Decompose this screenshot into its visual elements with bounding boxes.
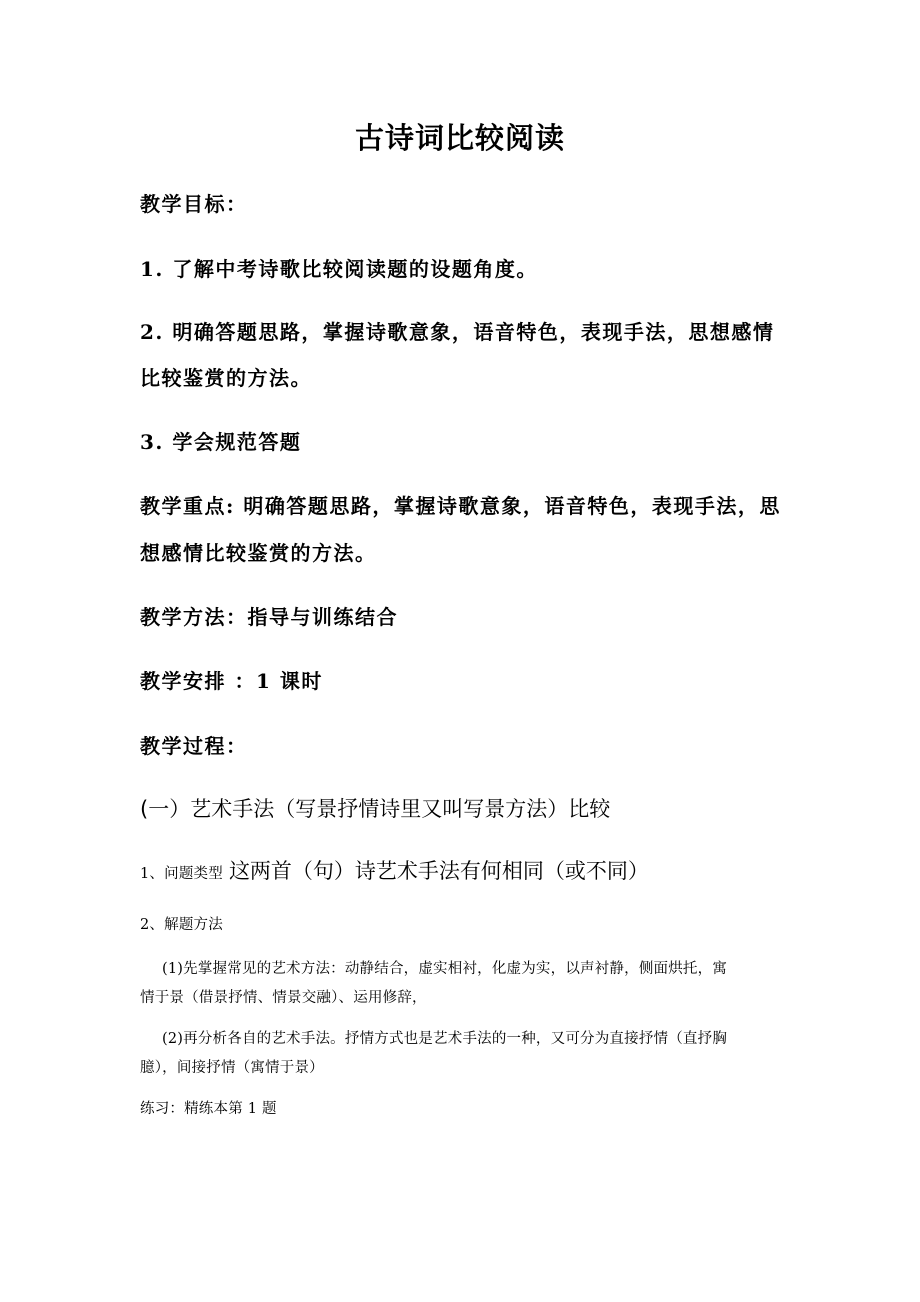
key-point-line1: 教学重点: 明确答题思路，掌握诗歌意象，语音特色，表现手法，思 <box>140 494 781 518</box>
step-2-line2: 臆），间接抒情（寓情于景） <box>140 1060 324 1076</box>
objective-2-line1: 2. 明确答题思路，掌握诗歌意象，语音特色，表现手法，思想感情 <box>140 320 775 344</box>
document-title: 古诗词比较阅读 <box>354 121 565 155</box>
objectives-heading: 教学目标： <box>140 192 248 216</box>
key-point-line2: 想感情比较鉴赏的方法。 <box>140 541 377 565</box>
step-1-line1: (1)先掌握常见的艺术方法：动静结合，虚实相衬，化虚为实，以声衬静，侧面烘托，寓 <box>162 961 728 977</box>
objective-1: 1. 了解中考诗歌比较阅读题的设题角度。 <box>140 257 538 281</box>
objective-2-line2: 比较鉴赏的方法。 <box>140 366 312 390</box>
step-1-line2: 情于景（借景抒情、情景交融）、运用修辞， <box>140 990 427 1006</box>
solution-label: 2、解题方法 <box>140 917 223 933</box>
teaching-method: 教学方法：指导与训练结合 <box>140 605 398 629</box>
question-type-label: 1、问题类型 <box>140 866 223 882</box>
step-2-line1: (2)再分析各自的艺术手法。抒情方式也是艺术手法的一种，又可分为直接抒情（直抒胸 <box>162 1031 728 1047</box>
question-type-row <box>140 855 649 885</box>
practice-note: 练习：精练本第 1 题 <box>140 1101 277 1117</box>
teaching-schedule: 教学安排 ：1 课时 <box>140 669 323 693</box>
section-1-heading: (一）艺术手法（写景抒情诗里又叫写景方法）比较 <box>140 797 611 821</box>
question-type-text: 这两首（句）诗艺术手法有何相同（或不同） <box>228 859 649 883</box>
process-heading: 教学过程： <box>140 734 248 758</box>
objective-3: 3. 学会规范答题 <box>140 430 302 454</box>
